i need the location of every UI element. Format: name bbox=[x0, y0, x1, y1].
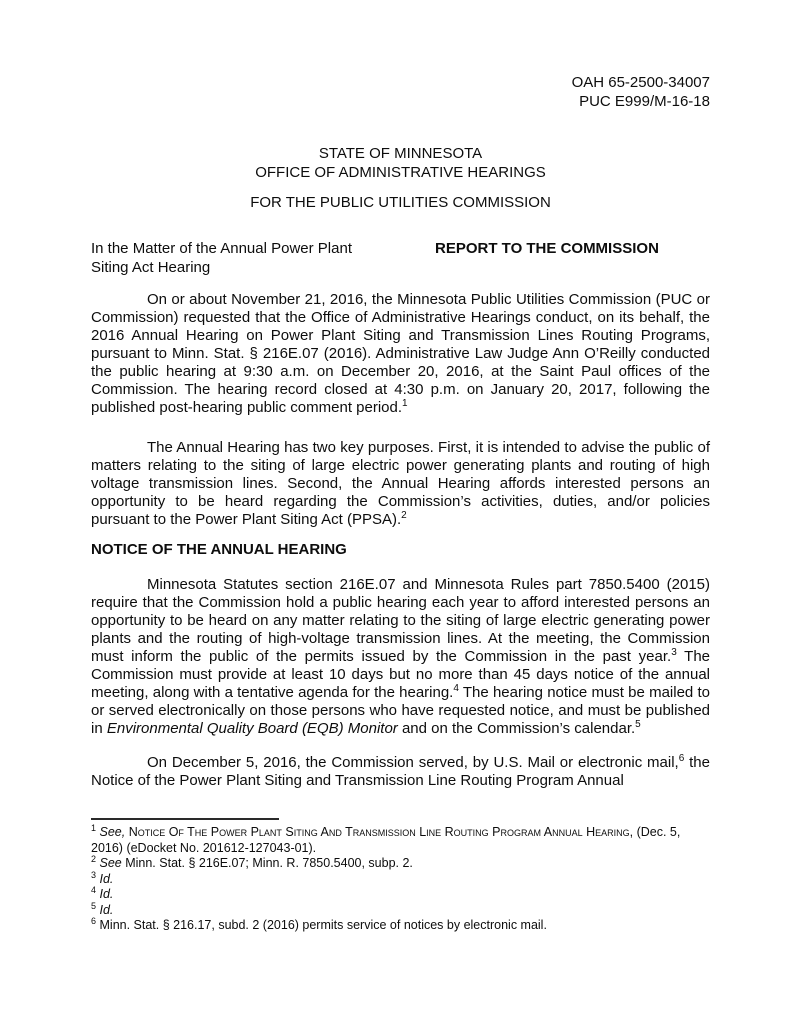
footnote-3 bbox=[91, 869, 710, 888]
case-numbers bbox=[91, 73, 710, 111]
footnote-4 bbox=[91, 884, 710, 903]
puc-docket-number: PUC E999/M-16-18 bbox=[579, 93, 710, 110]
footnote-number: 6 bbox=[91, 915, 97, 926]
footnote-5 bbox=[91, 900, 710, 919]
text-run: The Annual Hearing has two key purposes. First, it is intended to advise the public of matters relating to the siting of large electric power generating plants and routing of high voltage transmission lines. Second, the Annual Hearing affords interested persons an opportunity to be heard regarding the Commission’s activities, duties, and/or policies pursuant to the Power Plant Siting Act (PPSA). bbox=[91, 439, 710, 528]
text-run: On December 5, 2016, the Commission served, by U.S. Mail or electronic mail, bbox=[147, 754, 679, 771]
case-caption bbox=[91, 239, 710, 277]
footnote-number: 1 bbox=[91, 822, 97, 833]
text-run: Id. bbox=[99, 902, 114, 917]
title-state: STATE OF MINNESOTA bbox=[318, 145, 483, 162]
text-run: The hearing notice must be mailed to or served electronically on those persons who have requested notice, and must be published in bbox=[91, 684, 711, 737]
oah-docket-number: OAH 65-2500-34007 bbox=[571, 74, 710, 91]
text-run: Minnesota Statutes section 216E.07 and Minnesota Rules part 7850.5400 (2015) require that the Commission hold a public hearing each year to afford interested persons an opportunity to be heard on any matter relating to the siting of large electric generating power plants and the routing of high-voltage transmission lines. At the meeting, the Commission must inform the public of the permits issued by the Commission in the past year. bbox=[91, 576, 710, 665]
footnote-6 bbox=[91, 915, 710, 934]
text-run: See, bbox=[99, 825, 129, 839]
footnote-reference: 4 bbox=[453, 683, 459, 694]
text-run: The Commission must provide at least 10 days but no more than 45 days notice of the annual meeting, along with a tentative agenda for the hearing. bbox=[91, 648, 711, 701]
text-run: Id. bbox=[99, 871, 114, 886]
paragraph-hearing-purposes bbox=[91, 439, 710, 529]
footnote-number: 2 bbox=[91, 853, 97, 864]
footnotes-section bbox=[91, 818, 710, 934]
title-office: OFFICE OF ADMINISTRATIVE HEARINGS bbox=[255, 163, 546, 181]
text-run: (Dec. 5, 2016) (eDocket No. 201612-127043-01). bbox=[91, 825, 681, 855]
text-run: On or about November 21, 2016, the Minnesota Public Utilities Commission (PUC or Commission) requested that the Office of Administrative Hearings conduct, on its behalf, the 2016 Annual Hearing on Power Plant Siting and Transmission Lines Routing Programs, pursuant to Minn. Stat. § 216E.07 (2016). Administrative Law Judge Ann O’Reilly conducted the public hearing at 9:30 a.m. on December 20, 2016, at the Saint Paul offices of the Commission. The hearing record closed at 4:30 p.m. on January 20, 2017, following the published post-hearing public comment period. bbox=[91, 291, 710, 416]
footnote-reference: 3 bbox=[671, 647, 677, 658]
footnote-reference: 2 bbox=[401, 510, 407, 521]
footnote-number: 3 bbox=[91, 869, 97, 880]
text-run: Environmental Quality Board (EQB) Monitor bbox=[106, 720, 398, 737]
footnote-1 bbox=[91, 822, 710, 856]
footnote-separator bbox=[91, 818, 279, 820]
footnote-number: 5 bbox=[91, 900, 97, 911]
title-for-commission: FOR THE PUBLIC UTILITIES COMMISSION bbox=[250, 194, 551, 211]
footnote-reference: 1 bbox=[402, 398, 408, 409]
footnote-list bbox=[91, 822, 710, 934]
document-title bbox=[91, 145, 710, 182]
text-run: the Notice of the Power Plant Siting and Transmission Line Routing Program Annual bbox=[91, 754, 710, 789]
section-heading-notice: NOTICE OF THE ANNUAL HEARING bbox=[91, 541, 347, 558]
text-run: See bbox=[99, 856, 126, 870]
text-run: Minn. Stat. § 216.17, subd. 2 (2016) permits service of notices by electronic mail. bbox=[99, 918, 547, 932]
matter-title-line2: Siting Act Hearing bbox=[91, 259, 211, 276]
text-run: Minn. Stat. § 216E.07; Minn. R. 7850.5400, subp. 2. bbox=[125, 856, 413, 870]
footnote-reference: 6 bbox=[678, 753, 685, 764]
text-run: and on the Commission’s calendar. bbox=[397, 720, 636, 737]
text-run: Notice Of The Power Plant Siting And Transmission Line Routing Program Annual Hearing, bbox=[128, 825, 637, 839]
footnote-reference: 5 bbox=[635, 719, 641, 730]
matter-title bbox=[91, 239, 435, 277]
report-title: REPORT TO THE COMMISSION bbox=[435, 240, 659, 257]
matter-title-line1: In the Matter of the Annual Power Plant bbox=[91, 240, 352, 257]
text-run: Id. bbox=[99, 887, 114, 901]
paragraph-notice-requirements bbox=[91, 576, 710, 738]
footnote-number: 4 bbox=[91, 884, 97, 895]
paragraph-procedural-history bbox=[91, 291, 710, 417]
footnote-2 bbox=[91, 853, 710, 872]
paragraph-notice-service bbox=[91, 754, 710, 790]
